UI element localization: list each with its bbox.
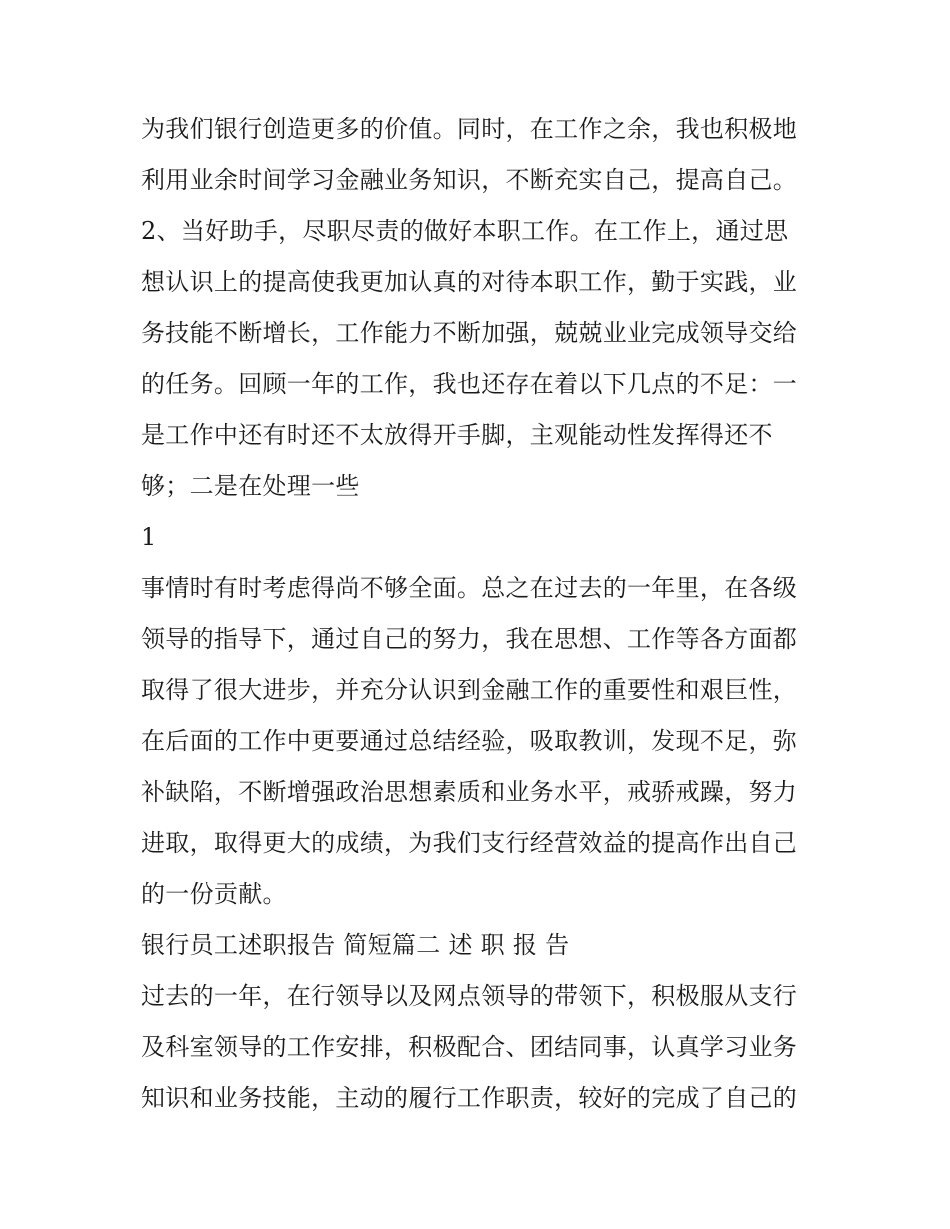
text-line-7: 是工作中还有时还不太放得开手脚，主观能动性发挥得还不 bbox=[141, 421, 773, 449]
text-line-1: 为我们银行创造更多的价值。同时，在工作之余，我也积极地 bbox=[141, 115, 798, 143]
text-line-5: 务技能不断增长，工作能力不断加强，兢兢业业完成领导交给 bbox=[141, 319, 798, 347]
text-line-13: 在后面的工作中更要通过总结经验，吸取教训，发现不足，弥 bbox=[141, 727, 798, 755]
text-line-4: 想认识上的提高使我更加认真的对待本职工作，勤于实践，业 bbox=[141, 268, 798, 296]
section-heading: 银行员工述职报告 简短篇二 述 职 报 告 bbox=[141, 931, 570, 959]
text-line-10: 事情时有时考虑得尚不够全面。总之在过去的一年里，在各级 bbox=[141, 574, 798, 602]
text-line-14: 补缺陷，不断增强政治思想素质和业务水平，戒骄戒躁，努力 bbox=[141, 778, 798, 806]
text-line-18: 过去的一年，在行领导以及网点领导的带领下，积极服从支行 bbox=[141, 982, 798, 1010]
text-line-8: 够；二是在处理一些 bbox=[141, 472, 360, 500]
text-line-19: 及科室领导的工作安排，积极配合、团结同事，认真学习业务 bbox=[141, 1033, 798, 1061]
text-line-6: 的任务。回顾一年的工作，我也还存在着以下几点的不足：一 bbox=[141, 370, 798, 398]
text-line-20: 知识和业务技能，主动的履行工作职责，较好的完成了自己的 bbox=[141, 1084, 798, 1112]
document-body bbox=[141, 104, 821, 1124]
text-line-16: 的一份贡献。 bbox=[141, 880, 287, 908]
text-line-11: 领导的指导下，通过自己的努力，我在思想、工作等各方面都 bbox=[141, 625, 798, 653]
page-number: 1 bbox=[141, 523, 157, 551]
text-line-12: 取得了很大进步，并充分认识到金融工作的重要性和艰巨性， bbox=[141, 676, 798, 704]
text-line-3: 2、当好助手，尽职尽责的做好本职工作。在工作上，通过思 bbox=[141, 217, 789, 245]
text-line-15: 进取，取得更大的成绩，为我们支行经营效益的提高作出自己 bbox=[141, 829, 798, 857]
text-line-2: 利用业余时间学习金融业务知识，不断充实自己，提高自己。 bbox=[141, 166, 798, 194]
